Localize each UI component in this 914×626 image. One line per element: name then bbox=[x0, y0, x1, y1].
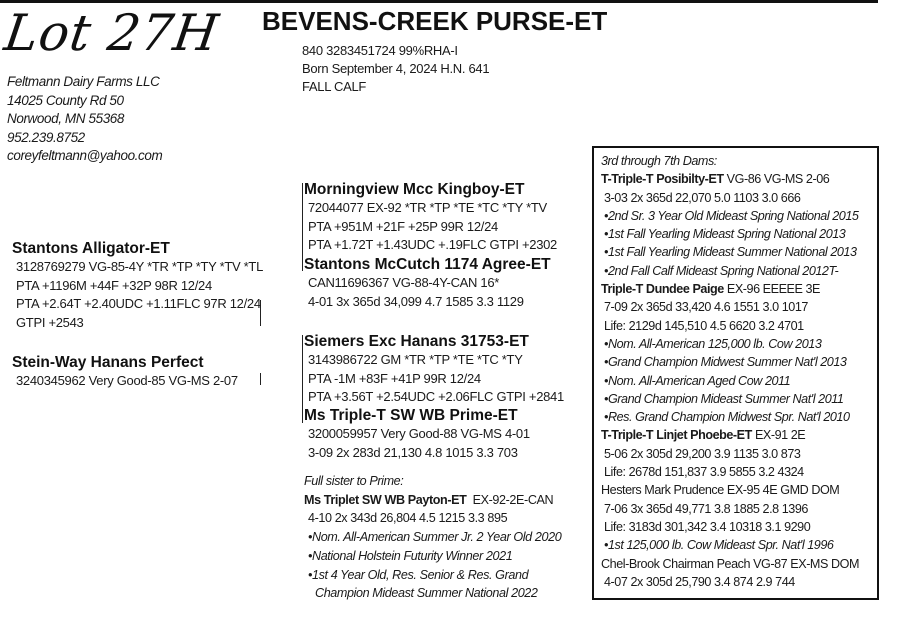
sire-line-4: GTPI +2543 bbox=[16, 314, 84, 330]
dam-5-lifetime: Life: 2678d 151,837 3.9 5855 3.2 4324 bbox=[604, 465, 804, 480]
dam-3-award-4: •2nd Fall Calf Mideast Spring National 2012T- bbox=[604, 263, 839, 278]
dam-dam-block bbox=[304, 406, 530, 462]
sire-line-1: 3128769279 VG-85-4Y *TR *TP *TY *TV *TL bbox=[16, 259, 263, 274]
dam-3-record: 3-03 2x 365d 22,070 5.0 1103 3.0 666 bbox=[604, 190, 801, 205]
full-sister-block bbox=[304, 472, 561, 603]
full-sister-award-3: •1st 4 Year Old, Res. Senior & Res. Grand bbox=[308, 567, 529, 582]
consignor-email: coreyfeltmann@yahoo.com bbox=[7, 148, 163, 164]
pedigree-tick-2 bbox=[260, 373, 261, 385]
sire-sire-name: Morningview Mcc Kingboy-ET bbox=[304, 181, 525, 198]
dam-3-award-3: •1st Fall Yearling Mideast Summer National 2013 bbox=[604, 245, 857, 260]
sire-dam-block bbox=[304, 255, 551, 311]
sire-sire-line-1: 72044077 EX-92 *TR *TP *TE *TC *TY *TV bbox=[308, 200, 547, 215]
dam-3-name: T-Triple-T Posibilty-ET bbox=[601, 172, 724, 187]
dam-4-award-5: •Res. Grand Champion Midwest Spr. Nat'l 2010 bbox=[604, 410, 850, 425]
dam-3-award-1: •2nd Sr. 3 Year Old Mideast Spring National 2015 bbox=[604, 208, 859, 223]
dam-4-award-2: •Grand Champion Midwest Summer Nat'l 2013 bbox=[604, 355, 847, 370]
dam-sire-block bbox=[304, 332, 564, 407]
dam-6-award-1: •1st 125,000 lb. Cow Mideast Spr. Nat'l 1996 bbox=[604, 538, 834, 553]
dam-sire-line-3: PTA +3.56T +2.54UDC +2.06FLC GTPI +2841 bbox=[308, 389, 564, 405]
full-sister-award-4: Champion Mideast Summer National 2022 bbox=[315, 586, 538, 601]
dam-4-name: Triple-T Dundee Paige bbox=[601, 282, 724, 297]
animal-header-info bbox=[302, 42, 489, 96]
dam-4-lifetime: Life: 2129d 145,510 4.5 6620 3.2 4701 bbox=[604, 318, 804, 333]
dam-sire-line-2: PTA -1M +83F +41P 99R 12/24 bbox=[308, 370, 481, 386]
dams-heading: 3rd through 7th Dams: bbox=[601, 154, 717, 168]
registration-line: 840 3283451724 99%RHA-I bbox=[302, 43, 458, 58]
full-sister-award-1: •Nom. All-American Summer Jr. 2 Year Old 2020 bbox=[308, 530, 562, 545]
dam-line-1: 3240345962 Very Good-85 VG-MS 2-07 bbox=[16, 373, 238, 388]
consignor-name: Feltmann Dairy Farms LLC bbox=[7, 74, 160, 89]
lot-number: Lot 27H bbox=[0, 4, 223, 62]
full-sister-heading: Full sister to Prime: bbox=[304, 474, 404, 488]
dam-dam-line-1: 3200059957 Very Good-88 VG-MS 4-01 bbox=[308, 426, 530, 441]
dam-6-lifetime: Life: 3183d 301,342 3.4 10318 3.1 9290 bbox=[604, 519, 811, 534]
consignor-address-1: 14025 County Rd 50 bbox=[7, 92, 124, 108]
dam-dam-line-2: 3-09 2x 283d 21,130 4.8 1015 3.3 703 bbox=[308, 444, 518, 460]
dam-3-award-2: •1st Fall Yearling Mideast Spring National 2013 bbox=[604, 227, 846, 242]
dam-4-score: EX-96 EEEEE 3E bbox=[726, 282, 820, 297]
full-sister-award-2: •National Holstein Futurity Winner 2021 bbox=[308, 548, 513, 563]
dam-7-line: Chel-Brook Chairman Peach VG-87 EX-MS DOM bbox=[601, 556, 860, 571]
pedigree-bracket-dam bbox=[302, 335, 303, 423]
sire-line-3: PTA +2.64T +2.40UDC +1.11FLC 97R 12/24 bbox=[16, 296, 261, 312]
consignor-block bbox=[7, 73, 162, 166]
dam-7-record: 4-07 2x 305d 25,790 3.4 874 2.9 744 bbox=[604, 574, 795, 589]
sire-sire-line-2: PTA +951M +21F +25P 99R 12/24 bbox=[308, 218, 498, 234]
top-rule bbox=[0, 0, 878, 3]
dam-5-score: EX-91 2E bbox=[754, 428, 806, 443]
sire-dam-name: Stantons McCutch 1174 Agree-ET bbox=[304, 256, 551, 273]
dam-4-record: 7-09 2x 365d 33,420 4.6 1551 3.0 1017 bbox=[604, 300, 808, 315]
dam-4-award-1: •Nom. All-American 125,000 lb. Cow 2013 bbox=[604, 336, 822, 351]
class-line: FALL CALF bbox=[302, 79, 367, 94]
dams-box bbox=[601, 152, 859, 591]
dam-sire-name: Siemers Exc Hanans 31753-ET bbox=[304, 333, 529, 350]
sire-line-2: PTA +1196M +44F +32P 98R 12/24 bbox=[16, 277, 212, 293]
dam-sire-line-1: 3143986722 GM *TR *TP *TE *TC *TY bbox=[308, 352, 523, 367]
dam-4-award-3: •Nom. All-American Aged Cow 2011 bbox=[604, 373, 791, 388]
sire-dam-line-1: CAN11696367 VG-88-4Y-CAN 16* bbox=[308, 275, 500, 290]
dam-name: Stein-Way Hanans Perfect bbox=[12, 354, 204, 371]
full-sister-record: 4-10 2x 343d 26,804 4.5 1215 3.3 895 bbox=[308, 511, 508, 526]
sire-sire-block bbox=[304, 180, 557, 255]
birth-line: Born September 4, 2024 H.N. 641 bbox=[302, 61, 490, 76]
dam-4-award-4: •Grand Champion Mideast Summer Nat'l 2011 bbox=[604, 391, 844, 406]
dam-6-line: Hesters Mark Prudence EX-95 4E GMD DOM bbox=[601, 483, 840, 498]
dam-6-record: 7-06 3x 365d 49,771 3.8 1885 2.8 1396 bbox=[604, 501, 808, 516]
sire-dam-line-2: 4-01 3x 365d 34,099 4.7 1585 3.3 1129 bbox=[308, 293, 524, 309]
dam-block bbox=[12, 353, 238, 391]
sire-block bbox=[12, 239, 263, 332]
full-sister-name: Ms Triplet SW WB Payton-ET bbox=[304, 492, 467, 507]
full-sister-score: EX-92-2E-CAN bbox=[472, 492, 554, 507]
consignor-phone: 952.239.8752 bbox=[7, 129, 85, 145]
sire-sire-line-3: PTA +1.72T +1.43UDC +.19FLC GTPI +2302 bbox=[308, 237, 557, 253]
dam-3-score: VG-86 VG-MS 2-06 bbox=[726, 172, 830, 187]
dam-dam-name: Ms Triple-T SW WB Prime-ET bbox=[304, 407, 518, 424]
consignor-address-2: Norwood, MN 55368 bbox=[7, 111, 125, 127]
animal-title: BEVENS-CREEK PURSE-ET bbox=[262, 6, 608, 36]
pedigree-bracket-sire bbox=[302, 183, 303, 271]
dam-5-record: 5-06 2x 305d 29,200 3.9 1135 3.0 873 bbox=[604, 446, 801, 461]
dam-5-name: T-Triple-T Linjet Phoebe-ET bbox=[601, 428, 752, 443]
sire-name: Stantons Alligator-ET bbox=[12, 240, 170, 257]
